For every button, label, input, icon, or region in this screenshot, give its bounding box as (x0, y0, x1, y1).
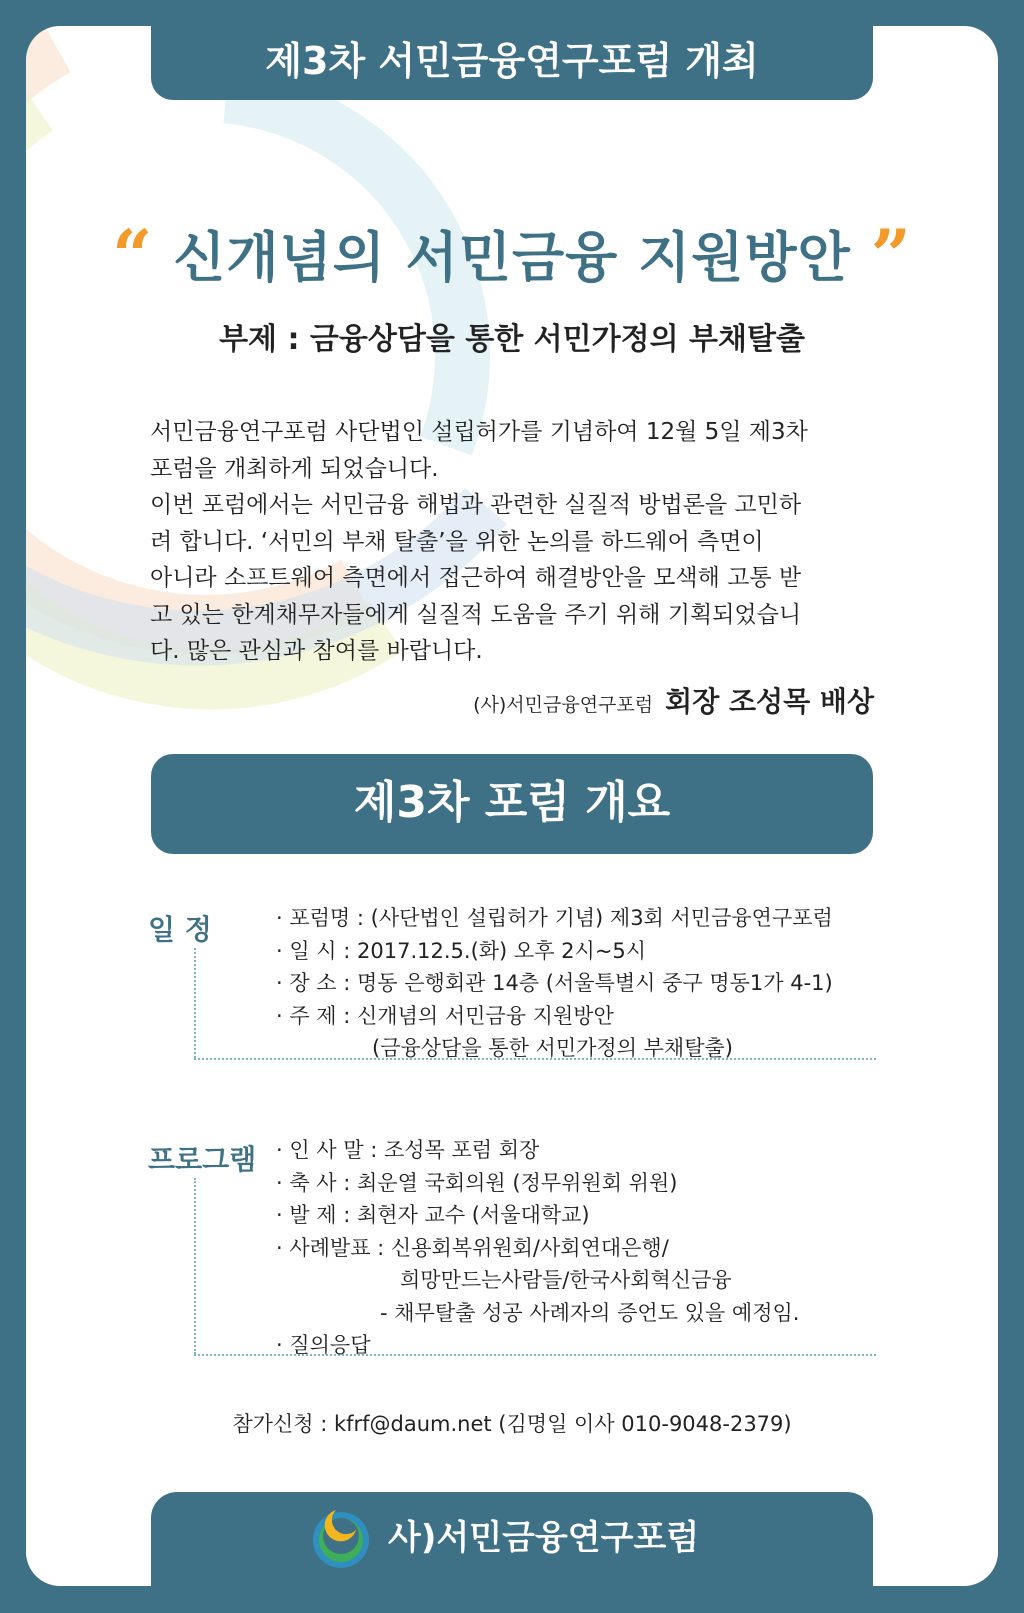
crescent-logo-icon (306, 1500, 376, 1570)
quote-open-icon: “ (112, 214, 154, 297)
signature-org: (사)서민금융연구포럼 (473, 694, 654, 716)
schedule-item: (금융상담을 통한 서민가정의 부채탈출) (372, 1036, 733, 1060)
intro-line: 아니라 소프트웨어 측면에서 접근하여 해결방안을 모색해 고통 받 (150, 565, 802, 591)
signature (473, 680, 874, 720)
intro-line: 이번 포럼에서는 서민금융 해법과 관련한 실질적 방법론을 고민하 (150, 492, 802, 518)
overview-title: 제3차 포럼 개요 (353, 777, 671, 828)
program-item: · 축 사 : 최운열 국회의원 (정무위원회 위원) (276, 1170, 678, 1195)
overview-banner (151, 754, 873, 854)
schedule-item: · 포럼명 : (사단법인 설립허가 기념) 제3회 서민금융연구포럼 (276, 906, 833, 930)
quote-close-icon: ” (870, 214, 912, 297)
intro-line: 고 있는 한계채무자들에게 실질적 도움을 주기 위해 기획되었습니 (150, 601, 802, 628)
schedule-divider-vertical (194, 948, 196, 1058)
header-banner (151, 26, 873, 100)
signature-name: 회장 조성목 배상 (665, 685, 874, 718)
intro-line: 서민금융연구포럼 사단법인 설립허가를 기념하여 12월 5일 제3차 (150, 419, 808, 445)
program-item: · 질의응답 (276, 1333, 371, 1357)
program-item: · 발 제 : 최현자 교수 (서울대학교) (276, 1203, 590, 1227)
schedule-list (276, 902, 833, 1065)
intro-line: 포럼을 개최하게 되었습니다. (150, 455, 439, 482)
footer-logo (306, 1496, 726, 1572)
apply-contact: 참가신청 : kfrf@daum.net (김명일 이사 010-9048-2379) (232, 1412, 792, 1436)
intro-paragraph (150, 414, 890, 670)
program-label: 프로그램 (148, 1143, 257, 1176)
main-title (26, 214, 998, 297)
poster-card (26, 26, 998, 1586)
schedule-item: · 주 제 : 신개념의 서민금융 지원방안 (276, 1003, 614, 1028)
program-item: - 채무탈출 성공 사례자의 증언도 있을 예정임. (380, 1300, 800, 1325)
headline-title: 신개념의 서민금융 지원방안 (173, 226, 851, 289)
intro-line: 려 합니다. ‘서민의 부채 탈출’을 위한 논의를 하드웨어 측면이 (150, 528, 764, 555)
program-item: · 인 사 말 : 조성목 포럼 회장 (276, 1138, 540, 1162)
schedule-item: · 일 시 : 2017.12.5.(화) 오후 2시~5시 (276, 938, 647, 963)
headline-subtitle: 부제 : 금융상담을 통한 서민가정의 부채탈출 (219, 322, 805, 357)
program-list (276, 1134, 799, 1362)
program-divider-vertical (194, 1178, 196, 1354)
schedule-item: · 장 소 : 명동 은행회관 14층 (서울특별시 중구 명동1가 4-1) (276, 971, 833, 995)
program-item: · 사례발표 : 신용회복위원회/사회연대은행/ (276, 1235, 669, 1260)
schedule-label: 일 정 (148, 913, 212, 946)
program-item: 희망만드는사람들/한국사회혁신금융 (400, 1268, 732, 1292)
footer-org-name: 사)서민금융연구포럼 (388, 1518, 700, 1558)
intro-line: 다. 많은 관심과 참여를 바랍니다. (150, 638, 483, 664)
header-title: 제3차 서민금융연구포럼 개최 (265, 39, 759, 83)
